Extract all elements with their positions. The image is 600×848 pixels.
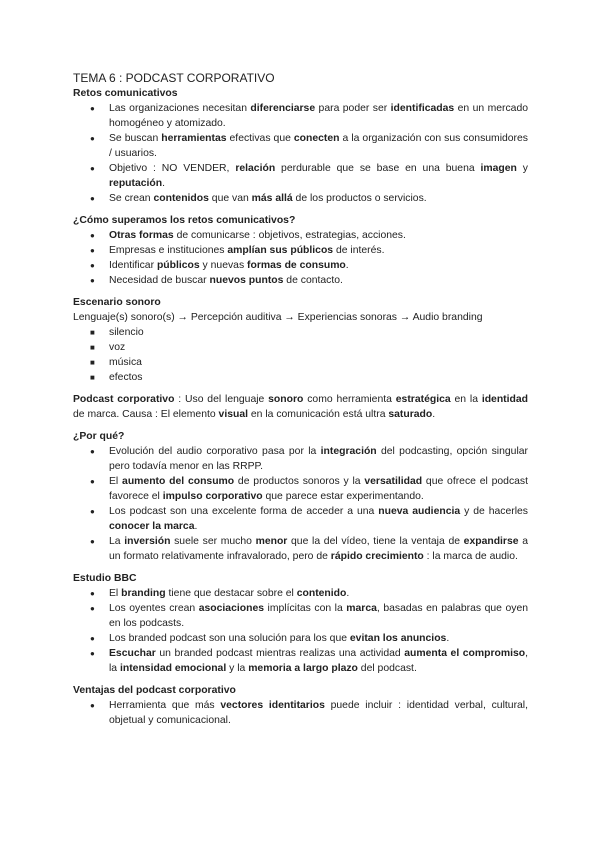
bold-term: menor xyxy=(255,536,288,547)
list-item: ● Evolución del audio corporativo pasa por la integración del podcasting, opción singular pero todavía menor en las RRPP. xyxy=(73,444,528,474)
section-heading: Ventajas del podcast corporativo xyxy=(73,685,236,696)
bold-term: expandirse xyxy=(463,536,519,547)
bold-term: identificadas xyxy=(390,103,455,114)
list-item: ● La inversión suele ser mucho menor que la del vídeo, tiene la ventaja de expandirse a un formato relativamente infravalorado, pero de rápido crecimiento : la marca de audio. xyxy=(73,534,528,564)
bold-term: relación xyxy=(235,163,276,174)
list-item: ● Escuchar un branded podcast mientras realizas una actividad aumenta el compromiso, la intensidad emocional y la memoria a largo plazo del podcast. xyxy=(73,646,528,676)
bold-term: públicos xyxy=(156,260,200,271)
list-item: ■ música xyxy=(73,355,528,370)
bold-term: visual xyxy=(218,409,249,420)
bold-term: impulso corporativo xyxy=(162,491,263,502)
flow-line: Lenguaje(s) sonoro(s) → Percepción auditiva → Experiencias sonoras → Audio branding xyxy=(73,312,483,323)
bold-term: Escuchar xyxy=(109,648,156,659)
document-content xyxy=(73,70,528,728)
section-escenario-sonoro xyxy=(73,295,528,385)
list-item: ● Se buscan herramientas efectivas que conecten a la organización con sus consumidores / usuarios. xyxy=(73,131,528,161)
bold-term: nuevos puntos xyxy=(209,275,284,286)
section-heading: Estudio BBC xyxy=(73,573,137,584)
bullet-list xyxy=(73,444,528,564)
list-item: ● Herramienta que más vectores identitarios puede incluir : identidad verbal, cultural, objetual y comunicacional. xyxy=(73,698,528,728)
list-item: ● Los branded podcast son una solución para los que evitan los anuncios. xyxy=(73,631,528,646)
section-retos xyxy=(73,86,528,206)
bold-term: amplían sus públicos xyxy=(227,245,334,256)
bold-term: marca xyxy=(346,603,377,614)
bold-term: Otras formas xyxy=(109,230,174,241)
list-item: ● Las organizaciones necesitan diferenciarse para poder ser identificadas en un mercado homogéneo y atomizado. xyxy=(73,101,528,131)
list-item: ● Se crean contenidos que van más allá de los productos o servicios. xyxy=(73,191,528,206)
list-item: ● Identificar públicos y nuevas formas de consumo. xyxy=(73,258,528,273)
bold-term: contenidos xyxy=(153,193,209,204)
section-heading: Escenario sonoro xyxy=(73,297,161,308)
bold-term: vectores identitarios xyxy=(220,700,325,711)
list-item: ■ efectos xyxy=(73,370,528,385)
bullet-list xyxy=(73,101,528,206)
bold-term: estratégica xyxy=(395,394,451,405)
bold-term: evitan los anuncios xyxy=(349,633,447,644)
list-item: ■ silencio xyxy=(73,325,528,340)
bold-term: aumenta el compromiso xyxy=(404,648,526,659)
bold-term: branding xyxy=(121,588,166,599)
section-por-que xyxy=(73,429,528,564)
list-item: ● El aumento del consumo de productos sonoros y la versatilidad que ofrece el podcast favorece el impulso corporativo que parece estar experimentando. xyxy=(73,474,528,504)
section-heading: ¿Por qué? xyxy=(73,431,125,442)
section-como-superamos xyxy=(73,213,528,288)
bullet-list xyxy=(73,228,528,288)
bold-term: Podcast corporativo xyxy=(73,394,175,405)
list-item: ● Los podcast son una excelente forma de acceder a una nueva audiencia y de hacerles conocer la marca. xyxy=(73,504,528,534)
bullet-list xyxy=(73,586,528,676)
bold-term: asociaciones xyxy=(198,603,265,614)
section-podcast-corporativo xyxy=(73,392,528,422)
bold-term: versatilidad xyxy=(364,476,423,487)
list-item: ● Empresas e instituciones amplían sus públicos de interés. xyxy=(73,243,528,258)
document-title: TEMA 6 : PODCAST CORPORATIVO xyxy=(73,71,275,85)
section-estudio-bbc xyxy=(73,571,528,676)
bold-term: rápido crecimiento xyxy=(330,551,424,562)
list-item: ● Otras formas de comunicarse : objetivos, estrategias, acciones. xyxy=(73,228,528,243)
section-heading: ¿Cómo superamos los retos comunicativos? xyxy=(73,215,296,226)
bold-term: conecten xyxy=(293,133,340,144)
bold-term: memoria a largo plazo xyxy=(248,663,358,674)
list-item: ● Necesidad de buscar nuevos puntos de contacto. xyxy=(73,273,528,288)
bold-term: aumento del consumo xyxy=(122,476,235,487)
definition-paragraph: Podcast corporativo : Uso del lenguaje sonoro como herramienta estratégica en la identidad de marca. Causa : El elemento visual en la comunicación está ultra saturado. xyxy=(73,394,528,420)
bold-term: inversión xyxy=(124,536,171,547)
bold-term: imagen xyxy=(480,163,517,174)
square-list xyxy=(73,325,528,385)
list-item: ■ voz xyxy=(73,340,528,355)
bold-term: diferenciarse xyxy=(250,103,316,114)
bold-term: contenido xyxy=(296,588,347,599)
bold-term: herramientas xyxy=(161,133,227,144)
section-ventajas xyxy=(73,683,528,728)
bold-term: identidad xyxy=(481,394,528,405)
bold-term: sonoro xyxy=(268,394,304,405)
bold-term: nueva audiencia xyxy=(378,506,461,517)
bullet-list xyxy=(73,698,528,728)
bold-term: conocer la marca xyxy=(109,521,195,532)
list-item: ● Objetivo : NO VENDER, relación perdurable que se base en una buena imagen y reputación. xyxy=(73,161,528,191)
section-heading: Retos comunicativos xyxy=(73,88,178,99)
list-item: ● El branding tiene que destacar sobre el contenido. xyxy=(73,586,528,601)
bold-term: saturado xyxy=(388,409,433,420)
bold-term: intensidad emocional xyxy=(119,663,227,674)
bold-term: formas de consumo xyxy=(247,260,346,271)
bold-term: integración xyxy=(320,446,377,457)
list-item: ● Los oyentes crean asociaciones implícitas con la marca, basadas en palabras que oyen en los podcasts. xyxy=(73,601,528,631)
bold-term: reputación xyxy=(109,178,163,189)
bold-term: más allá xyxy=(251,193,293,204)
